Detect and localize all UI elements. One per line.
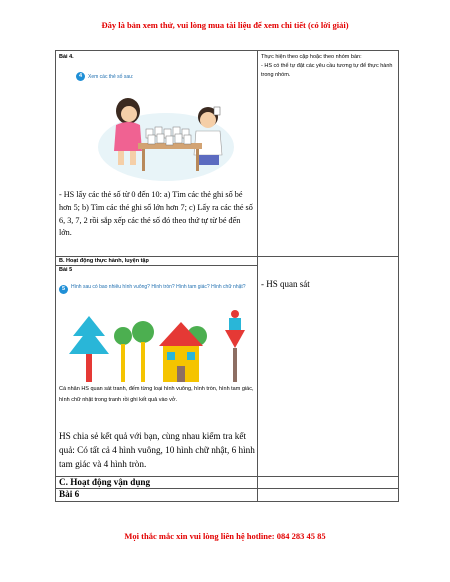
hotline-footer: Mọi thắc mắc xin vui lòng liên hệ hotline: 084 283 45 85	[124, 531, 326, 541]
section-b-heading: B. Hoạt động thực hành, luyện tập	[59, 258, 149, 264]
bai4-student-activity: - HS lấy các thẻ số từ 0 đến 10: a) Tìm các thẻ ghi số bé hơn 5; b) Tìm các thẻ ghi số lớn hơn 7; c) Lấy ra các thẻ số 6, 3, 7, 2 rồi sắp xếp các thẻ số đó theo thứ tự từ bé đến lớn.	[59, 190, 253, 238]
bai6-title: Bài 6	[59, 489, 80, 499]
exercise-5-badge: 5	[59, 285, 68, 294]
lesson-table	[55, 50, 399, 502]
card-game-illustration	[96, 89, 236, 181]
exercise-4-badge: 4	[76, 72, 85, 81]
exercise-4-prompt: Xem các thẻ số sau:	[88, 74, 134, 80]
bai5-title: Bài 5	[59, 267, 73, 273]
section-c-heading: C. Hoạt động vận dụng	[59, 477, 151, 487]
row-divider	[56, 488, 398, 489]
bai5-right-note: - HS quan sát	[261, 279, 310, 289]
shapes-illustration	[59, 308, 254, 388]
bai5-result: HS chia sẻ kết quả với bạn, cùng nhau kiểm tra kết quả: Có tất cả 4 hình vuông, 10 hình chữ nhật, 6 hình tam giác và 4 hình tròn.	[59, 431, 255, 469]
bai4-teacher-note: - HS có thể tự đặt các yêu cầu tương tự để thực hành trong nhóm.	[261, 63, 393, 78]
bai4-teacher-instruction: Thực hiện theo cặp hoặc theo nhóm bàn:	[261, 54, 362, 60]
row-divider	[56, 265, 257, 266]
robot-shape	[225, 310, 245, 382]
bai4-title: Bài 4.	[59, 54, 74, 60]
exercise-5-prompt: Hình sau có bao nhiêu hình vuông? Hình tròn? Hình tam giác? Hình chữ nhật?	[71, 284, 246, 290]
triangle-tree	[69, 316, 109, 382]
bai5-instruction: Cá nhân HS quan sát tranh, đếm từng loại hình vuông, hình tròn, hình tam giác, hình chữ nhật trong tranh rồi ghi kết quả vào vở.	[59, 386, 254, 403]
preview-banner: Đây là bản xem thử, vui lòng mua tài liệu để xem chi tiết (có lời giải)	[101, 20, 349, 30]
column-divider	[257, 51, 258, 501]
